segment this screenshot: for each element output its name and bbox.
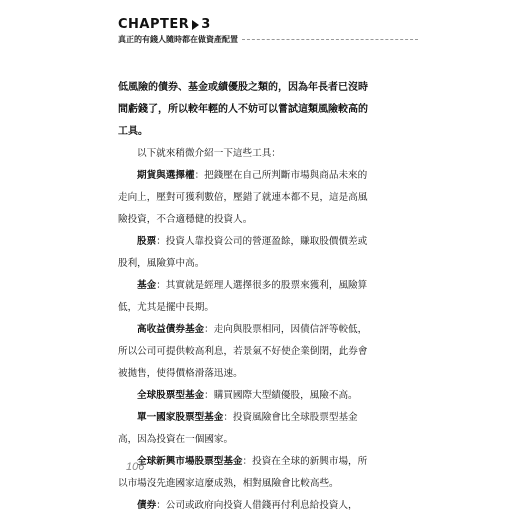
chapter-label: CHAPTER xyxy=(118,17,190,32)
item-text: ：走向與股票相同，因債信評等較低，所以公司可提供較高利息，若景氣不好使企業倒閉，此券會被拋售，使得價格滑落迅速。 xyxy=(118,324,368,379)
item-text: ：公司或政府向投資人借錢再付利息給投資人， xyxy=(156,500,358,511)
lead-paragraph: 以下就來稍微介紹一下這些工具： xyxy=(137,148,281,159)
item-term: 基金 xyxy=(137,280,157,291)
item-term: 股票 xyxy=(137,236,157,247)
list-item xyxy=(118,495,372,517)
list-item xyxy=(118,275,372,319)
list-item xyxy=(118,385,372,407)
item-term: 債券 xyxy=(137,500,157,511)
list-item xyxy=(118,407,372,451)
item-term: 期貨與選擇權 xyxy=(137,170,195,181)
item-text: ：投資人靠投資公司的營運盈餘，賺取股價價差或股利，風險算中高。 xyxy=(118,236,368,269)
play-triangle-icon xyxy=(192,20,199,30)
item-text: ：投資風險會比全球股票型基金高，因為投資在一個國家。 xyxy=(118,412,358,445)
intro-paragraph: 低風險的債券、基金或績優股之類的，因為年長者已沒時間虧錢了，所以較年輕的人不妨可以嘗試這類風險較高的工具。 xyxy=(118,82,368,137)
item-text: ：其實就是經理人選擇很多的股票來獲利，風險算低，尤其是擺中長期。 xyxy=(118,280,368,313)
chapter-subtitle: 真正的有錢人隨時都在做資產配置 xyxy=(118,34,238,44)
item-text: ：購買國際大型績優股，風險不高。 xyxy=(204,390,358,401)
list-item xyxy=(118,231,372,275)
chapter-heading xyxy=(118,18,418,32)
chapter-number: 3 xyxy=(201,17,211,32)
page-body xyxy=(118,77,372,517)
page-number: 106 xyxy=(126,461,145,473)
list-item xyxy=(118,165,372,231)
item-text: ：投資在全球的新興市場，所以市場沒先進國家這麼成熟，相對風險會比較高些。 xyxy=(118,456,368,489)
list-item xyxy=(118,319,372,385)
item-term: 全球股票型基金 xyxy=(137,390,205,401)
item-term: 全球新興市場股票型基金 xyxy=(137,456,243,467)
list-item xyxy=(118,451,372,495)
item-term: 單一國家股票型基金 xyxy=(137,412,224,423)
item-term: 高收益債券基金 xyxy=(137,324,205,335)
chapter-subtitle-row xyxy=(118,34,418,45)
item-text: ：把錢壓在自己所判斷市場與商品未來的走向上，壓對可獲利數倍，壓錯了就連本都不見，這是高風險投資，不合適穩健的投資人。 xyxy=(118,170,368,225)
running-header xyxy=(118,18,418,45)
header-rule xyxy=(242,39,418,40)
